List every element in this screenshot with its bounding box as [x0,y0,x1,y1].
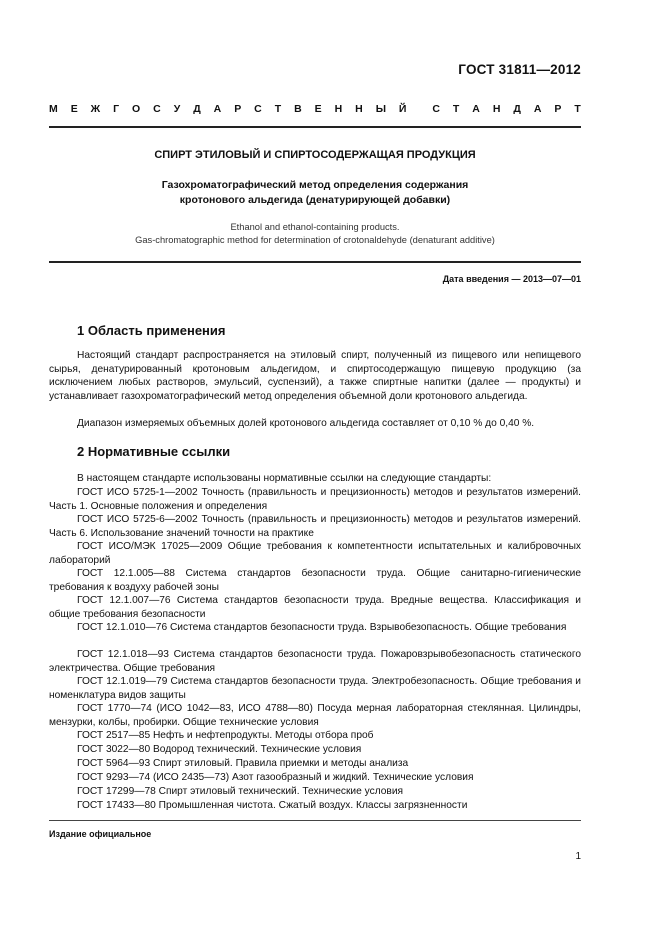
section-heading-references: 2 Нормативные ссылки [77,444,231,459]
banner-letter: Р [554,103,562,115]
banner-letter: М [49,103,58,115]
banner-letter: У [173,103,181,115]
banner-letter: С [153,103,161,115]
banner-letter: Ж [90,103,101,115]
english-title [49,221,581,247]
banner-letter: Т [452,103,460,115]
banner-letter: Й [398,103,407,115]
scope-range-paragraph: Диапазон измеряемых объемных долей кротонового альдегида составляет от 0,10 % до 0,40 %. [77,418,535,429]
banner-letter: А [533,103,542,115]
banner-letter: Г [113,103,120,115]
reference-item: ГОСТ 12.1.019—79 Система стандартов безопасности труда. Электробезопасность. Общие требования и номенклатура видов защиты [49,676,581,701]
document-code: ГОСТ 31811—2012 [458,62,581,77]
reference-item: ГОСТ ИСО 5725-6—2002 Точность (правильность и прецизионность) методов и результатов измерений. Часть 6. Использование значений точности на практике [49,514,581,539]
banner-letter: Т [574,103,581,115]
footer-divider [49,820,581,821]
reference-item: ГОСТ 9293—74 (ИСО 2435—73) Азот газообразный и жидкий. Технические условия [77,772,474,783]
reference-item: ГОСТ 12.1.005—88 Система стандартов безопасности труда. Общие санитарно-гигиенические требования к воздуху рабочей зоны [49,568,581,593]
standard-banner [49,103,581,115]
banner-letter: Д [513,103,521,115]
banner-letter: Е [70,103,78,115]
reference-item: ГОСТ 17299—78 Спирт этиловый технический. Технические условия [77,786,404,797]
scope-paragraph: Настоящий стандарт распространяется на этиловый спирт, полученный из пищевого или непищевого сырья, денатурированный кротоновым альдегидом, и спиртосодержащую пищевую продукцию (за исключением любых растворов, эмульсий, суспензий), а также спиртные напитки (далее — продукты) и устанавливает газохроматографический метод определения объемной доли кротонового альдегида. [49,350,581,402]
subtitle-line: кротонового альдегида (денатурирующей добавки) [179,193,451,206]
banner-letter: А [213,103,222,115]
reference-item: ГОСТ 12.1.018—93 Система стандартов безопасности труда. Пожаровзрывобезопасность статического электричества. Общие требования [49,649,581,674]
banner-letter: В [294,103,302,115]
banner-letter: Н [334,103,343,115]
reference-item: ГОСТ 12.1.007—76 Система стандартов безопасности труда. Вредные вещества. Классификация и общие требования безопасности [49,595,581,620]
reference-item: ГОСТ 3022—80 Водород технический. Технические условия [77,744,362,755]
reference-item: ГОСТ 2517—85 Нефть и нефтепродукты. Методы отбора проб [77,730,374,741]
page-number: 1 [575,851,581,862]
english-title-line: Ethanol and ethanol-containing products. [230,222,400,232]
banner-letter: О [132,103,141,115]
banner-letter: С [432,103,440,115]
banner-divider [49,126,581,128]
banner-letter: Е [314,103,322,115]
introduction-date: Дата введения — 2013—07—01 [442,274,581,284]
document-subtitle [49,178,581,207]
banner-letter: Д [193,103,201,115]
title-divider [49,261,581,263]
banner-letter: А [472,103,480,115]
references-intro: В настоящем стандарте использованы нормативные ссылки на следующие стандарты: [77,473,492,484]
document-title: СПИРТ ЭТИЛОВЫЙ И СПИРТОСОДЕРЖАЩАЯ ПРОДУКЦИЯ [154,149,476,161]
banner-letter: Р [234,103,242,115]
official-edition-label: Издание официальное [49,829,152,839]
banner-letter: С [254,103,262,115]
banner-letter: Н [355,103,363,115]
reference-item: ГОСТ 1770—74 (ИСО 1042—83, ИСО 4788—80) Посуда мерная лабораторная стеклянная. Цилиндры, мензурки, колбы, пробирки. Общие технические условия [49,703,581,728]
banner-letter: Н [492,103,501,115]
reference-item: ГОСТ ИСО/МЭК 17025—2009 Общие требования к компетентности испытательных и калибровочных лабораторий [49,541,581,566]
banner-letter: Ы [375,103,386,115]
reference-item: ГОСТ 12.1.010—76 Система стандартов безопасности труда. Взрывобезопасность. Общие требования [77,622,567,633]
english-title-line: Gas-chromatographic method for determination of crotonaldehyde (denaturant additive) [135,235,495,245]
reference-item: ГОСТ 5964—93 Спирт этиловый. Правила приемки и методы анализа [77,758,409,769]
banner-letter: Т [274,103,282,115]
reference-item: ГОСТ 17433—80 Промышленная чистота. Сжатый воздух. Классы загрязненности [77,800,468,811]
reference-item: ГОСТ ИСО 5725-1—2002 Точность (правильность и прецизионность) методов и результатов измерений. Часть 1. Основные положения и определения [49,487,581,512]
subtitle-line: Газохроматографический метод определения содержания [161,179,469,191]
section-heading-scope: 1 Область применения [77,323,226,338]
